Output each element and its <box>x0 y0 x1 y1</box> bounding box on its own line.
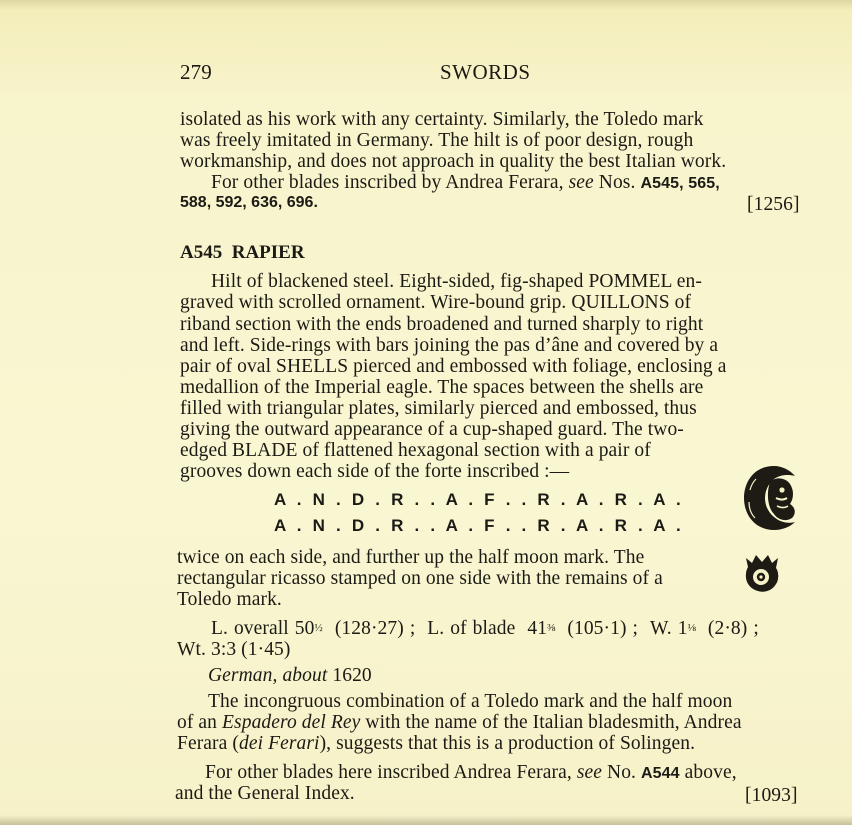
date-italic: German, about <box>208 665 328 686</box>
intro-see-prefix: For other blades inscribed by Andrea Ferara, <box>211 172 564 193</box>
note-line-2-post: with the name of the Italian bladesmith, Andrea <box>365 712 742 733</box>
weight-line: Wt. 3:3 (1·45) <box>177 639 291 660</box>
date-year: 1620 <box>332 665 372 686</box>
blade-label: L. of blade <box>427 618 516 639</box>
note-line-2 <box>177 712 742 734</box>
intro-ref-number: [1256] <box>747 194 800 215</box>
entry-heading <box>180 242 305 264</box>
overall-metric: (128·27) ; <box>334 618 416 639</box>
description-line-3: riband section with the ends broadened and turned sharply to right <box>180 314 704 335</box>
intro-nos-word: Nos. <box>598 172 636 193</box>
date-line <box>208 665 372 687</box>
note-line-1: The incongruous combination of a Toledo mark and the half moon <box>208 691 733 712</box>
note-line-3-italic: dei Ferari <box>238 733 320 754</box>
page-bottom-edge <box>0 815 852 825</box>
entry-title: RAPIER <box>231 242 305 263</box>
note-line-2-pre: of an <box>177 712 218 733</box>
intro-see-line <box>211 172 720 194</box>
continuation-line-1: twice on each side, and further up the half moon mark. The <box>177 547 645 568</box>
description-line-7: filled with triangular plates, similarly pierced and embossed, thus <box>180 398 697 419</box>
see-also-ref-number: [1093] <box>745 785 798 806</box>
description-line-8: giving the outward appearance of a cup-shaped guard. The two- <box>180 419 684 440</box>
inscription-line-2: A . N . D . R . . A . F . . R . A . R . A . <box>274 516 684 535</box>
intro-refs-line-2: 588, 592, 636, 696. <box>180 194 318 211</box>
see-also-suffix: above, <box>684 762 737 783</box>
page-number: 279 <box>180 60 212 84</box>
width-metric: (2·8) ; <box>707 618 759 639</box>
width-label: W. <box>650 618 672 639</box>
continuation-line-3: Toledo mark. <box>177 589 282 610</box>
note-line-3 <box>177 733 695 755</box>
intro-line-3: workmanship, and does not approach in quality the best Italian work. <box>180 151 727 172</box>
overall-whole: 50 <box>294 618 315 639</box>
note-line-2-italic: Espadero del Rey <box>222 712 361 733</box>
see-also-no-word: No. <box>607 762 637 783</box>
description-line-2: graved with scrolled ornament. Wire-bound grip. QUILLONS of <box>180 292 692 313</box>
half-moon-mark-icon <box>740 462 802 534</box>
description-line-1: Hilt of blackened steel. Eight-sided, fig-shaped POMMEL en- <box>211 271 702 292</box>
see-also-line-1 <box>205 762 737 784</box>
blade-whole: 41 <box>527 618 548 639</box>
overall-frac: ½ <box>314 622 323 634</box>
dimensions-line <box>211 618 759 640</box>
continuation-line-2: rectangular ricasso stamped on one side with the remains of a <box>177 568 663 589</box>
intro-line-1: isolated as his work with any certainty. Similarly, the Toledo mark <box>180 109 704 130</box>
intro-refs-line-1: A545, 565, <box>640 175 720 192</box>
description-line-4: and left. Side-rings with bars joining the pas d’âne and covered by a <box>180 335 719 356</box>
see-also-line-2: and the General Index. <box>175 783 355 804</box>
entry-number: A545 <box>180 242 223 263</box>
intro-see-word: see <box>568 172 594 193</box>
width-frac: ⅛ <box>687 622 696 634</box>
page-edge-shadow <box>0 0 852 10</box>
note-line-3-post: ), suggests that this is a production of Solingen. <box>319 733 696 754</box>
description-line-9: edged BLADE of flattened hexagonal section with a pair of <box>180 440 651 461</box>
blade-metric: (105·1) ; <box>567 618 639 639</box>
description-line-5: pair of oval SHELLS pierced and embossed with foliage, enclosing a <box>180 356 727 377</box>
see-also-ref: A544 <box>641 765 680 782</box>
running-title: SWORDS <box>440 60 531 84</box>
overall-label: L. overall <box>211 618 289 639</box>
see-also-see-word: see <box>576 762 603 783</box>
width-whole: 1 <box>677 618 688 639</box>
blade-frac: ⅜ <box>547 622 556 634</box>
see-also-prefix: For other blades here inscribed Andrea Ferara, <box>205 762 572 783</box>
toledo-mark-icon <box>742 552 782 594</box>
intro-line-2: was freely imitated in Germany. The hilt is of poor design, rough <box>180 130 694 151</box>
inscription-line-1: A . N . D . R . . A . F . . R . A . R . A . <box>274 490 684 509</box>
description-line-6: medallion of the Imperial eagle. The spaces between the shells are <box>180 377 704 398</box>
note-line-3-pre: Ferara ( <box>177 733 239 754</box>
description-line-10: grooves down each side of the forte inscribed :— <box>180 461 570 482</box>
